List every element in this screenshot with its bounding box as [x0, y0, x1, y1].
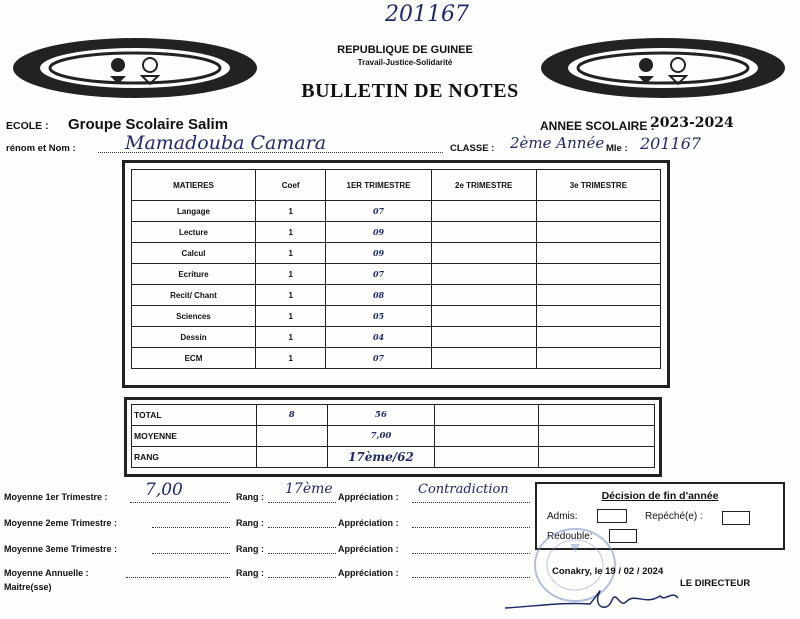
repeche-checkbox[interactable] [722, 511, 750, 525]
maitre-label: Maitre(sse) [4, 582, 52, 592]
summary-rang-label: Rang : [236, 544, 264, 554]
place-date: Conakry, le 19 / 02 / 2024 [552, 566, 664, 577]
summary-label: Moyenne 2eme Trimestre : [4, 518, 118, 528]
mle-label: Mle : [606, 143, 628, 154]
total-row [132, 405, 655, 426]
summary-line [152, 553, 230, 554]
moyenne-label: MOYENNE [132, 426, 257, 447]
summary-label: Moyenne Annuelle : [4, 568, 89, 578]
header-t3: 3e TRIMESTRE [536, 170, 660, 201]
subject-cell: Calcul [132, 243, 256, 264]
grades-table [131, 169, 661, 369]
redouble-label: Redouble: [547, 531, 593, 542]
total-t2 [435, 405, 538, 426]
t2-grade-cell [431, 264, 536, 285]
rang-t2 [435, 447, 538, 468]
director-label: LE DIRECTEUR [680, 578, 751, 589]
moyenne-coef [256, 426, 327, 447]
summary-rang-label: Rang : [236, 518, 264, 528]
rang-t3 [538, 447, 654, 468]
summary-appr-label: Appréciation : [338, 544, 399, 554]
moyenne-t2 [435, 426, 538, 447]
student-name-label: rénom et Nom : [6, 143, 76, 154]
school-seal-right [538, 36, 788, 100]
moyenne-t1: 7,00 [327, 426, 435, 447]
coef-cell: 1 [255, 327, 325, 348]
summary-appr-line [412, 502, 530, 503]
rang-label: RANG [132, 447, 257, 468]
total-label: TOTAL [132, 405, 257, 426]
class-value: 2ème Année [510, 134, 605, 152]
summary-rang-line [268, 577, 336, 578]
admis-checkbox[interactable] [597, 509, 627, 523]
t2-grade-cell [431, 222, 536, 243]
summary-value: 7,00 [145, 480, 183, 500]
coef-cell: 1 [255, 201, 325, 222]
table-row [132, 243, 661, 264]
summary-line [126, 577, 230, 578]
t3-grade-cell [536, 285, 660, 306]
header-matieres: MATIERES [132, 170, 256, 201]
table-row [132, 348, 661, 369]
t2-grade-cell [431, 243, 536, 264]
rang-row [132, 447, 655, 468]
t1-grade-cell: 07 [326, 264, 431, 285]
t3-grade-cell [536, 243, 660, 264]
summary-rang-line [268, 502, 336, 503]
t1-grade-cell: 09 [326, 222, 431, 243]
table-row [132, 222, 661, 243]
coef-cell: 1 [255, 243, 325, 264]
grades-header-row [132, 170, 661, 201]
t2-grade-cell [431, 201, 536, 222]
repeche-label: Repéché(e) : [645, 511, 703, 522]
t1-grade-cell: 05 [326, 306, 431, 327]
summary-appr-line [412, 577, 530, 578]
t1-grade-cell: 04 [326, 327, 431, 348]
t1-grade-cell: 09 [326, 243, 431, 264]
table-row [132, 285, 661, 306]
t3-grade-cell [536, 306, 660, 327]
t2-grade-cell [431, 348, 536, 369]
student-name-value: Mamadouba Camara [125, 132, 327, 154]
director-signature [500, 582, 700, 616]
summary-appr-label: Appréciation : [338, 568, 399, 578]
coef-cell: 1 [255, 285, 325, 306]
summary-rang-label: Rang : [236, 568, 264, 578]
summary-rang-line [268, 527, 336, 528]
total-coef: 8 [256, 405, 327, 426]
t2-grade-cell [431, 306, 536, 327]
moyenne-t3 [538, 426, 654, 447]
t3-grade-cell [536, 348, 660, 369]
coef-cell: 1 [255, 348, 325, 369]
grades-frame [122, 160, 670, 388]
subject-cell: Lecture [132, 222, 256, 243]
t3-grade-cell [536, 264, 660, 285]
table-row [132, 201, 661, 222]
decision-title: Décision de fin d'année [601, 490, 719, 502]
subject-cell: Ecriture [132, 264, 256, 285]
t1-grade-cell: 07 [326, 201, 431, 222]
summary-rang-label: Rang : [236, 492, 264, 502]
top-number: 201167 [385, 2, 469, 27]
summary-line [152, 527, 230, 528]
header-coef: Coef [255, 170, 325, 201]
subject-cell: Dessin [132, 327, 256, 348]
moyenne-row [132, 426, 655, 447]
totals-frame [124, 397, 662, 477]
t1-grade-cell: 07 [326, 348, 431, 369]
subject-cell: ECM [132, 348, 256, 369]
republic-motto: Travail-Justice-Solidarité [357, 58, 453, 67]
coef-cell: 1 [255, 306, 325, 327]
school-year-value: 2023-2024 [650, 115, 734, 131]
admis-label: Admis: [547, 511, 578, 522]
coef-cell: 1 [255, 264, 325, 285]
t2-grade-cell [431, 285, 536, 306]
t3-grade-cell [536, 222, 660, 243]
summary-appr-label: Appréciation : [338, 492, 399, 502]
rang-coef [256, 447, 327, 468]
bulletin-title: BULLETIN DE NOTES [301, 80, 519, 102]
header-t1: 1ER TRIMESTRE [326, 170, 431, 201]
summary-line [130, 502, 230, 503]
subject-cell: Sciences [132, 306, 256, 327]
coef-cell: 1 [255, 222, 325, 243]
t3-grade-cell [536, 201, 660, 222]
summary-label: Moyenne 1er Trimestre : [4, 492, 108, 502]
subject-cell: Recit/ Chant [132, 285, 256, 306]
t2-grade-cell [431, 327, 536, 348]
republic-name: REPUBLIQUE DE GUINEE [337, 44, 473, 56]
summary-label: Moyenne 3eme Trimestre : [4, 544, 118, 554]
total-t1: 56 [327, 405, 435, 426]
totals-table [131, 404, 655, 468]
summary-rang-value: 17ème [285, 481, 333, 497]
school-year-label: ANNEE SCOLAIRE : [540, 119, 655, 133]
t1-grade-cell: 08 [326, 285, 431, 306]
summary-appr-line [412, 553, 530, 554]
rang-t1: 17ème/62 [327, 447, 435, 468]
table-row [132, 264, 661, 285]
table-row [132, 306, 661, 327]
table-row [132, 327, 661, 348]
mle-value: 201167 [640, 134, 702, 153]
class-label: CLASSE : [450, 143, 495, 154]
summary-appr-label: Appréciation : [338, 518, 399, 528]
school-seal-left [10, 36, 260, 100]
summary-appr-line [412, 527, 530, 528]
summary-appr-value: Contradiction [418, 482, 509, 497]
subject-cell: Langage [132, 201, 256, 222]
summary-rang-line [268, 553, 336, 554]
header-t2: 2e TRIMESTRE [431, 170, 536, 201]
t3-grade-cell [536, 327, 660, 348]
school-label: ECOLE : [6, 120, 49, 132]
total-t3 [538, 405, 654, 426]
school-name: Groupe Scolaire Salim [68, 116, 229, 133]
